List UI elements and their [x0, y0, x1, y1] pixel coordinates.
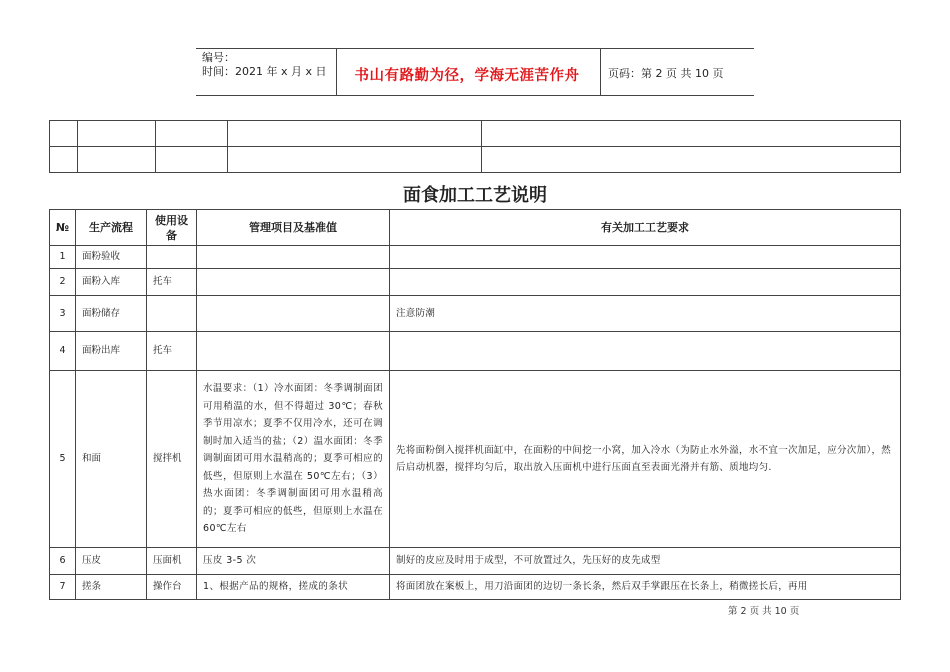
number-label: 编号：	[202, 51, 235, 64]
header-page-label: 页码：第 2 页 共 10 页	[608, 67, 724, 80]
empty-cell	[228, 121, 482, 147]
standard-cell: 压皮 3-5 次	[197, 548, 390, 575]
process-cell: 面粉入库	[76, 269, 147, 296]
table-row	[50, 548, 901, 575]
time-label: 时间：2021 年 x 月 x 日	[202, 65, 327, 78]
process-cell: 压皮	[76, 548, 147, 575]
empty-cell	[156, 147, 228, 173]
standard-cell: 水温要求：（1）冷水面团：冬季调制面团可用稍温的水，但不得超过 30℃；春秋季节用凉水；夏季不仅用冷水，还可在调制时加入适当的盐；（2）温水面团：冬季调制面团可用水温稍高的；夏季可相应的低些，但原则上水温在 50℃左右；（3）热水面团：冬季调制面团可用水温稍高的；夏季可相应的低些，但原则上水温在 60℃左右	[197, 371, 390, 548]
document-header	[196, 48, 754, 96]
header-top-rule	[196, 48, 754, 49]
empty-table	[49, 120, 901, 173]
empty-cell	[50, 121, 78, 147]
requirement-cell	[390, 246, 901, 269]
table-row	[50, 332, 901, 371]
row-number: 6	[50, 548, 76, 575]
empty-cell	[50, 147, 78, 173]
row-number: 4	[50, 332, 76, 371]
standard-cell	[197, 332, 390, 371]
standard-cell	[197, 269, 390, 296]
requirement-cell: 注意防潮	[390, 296, 901, 332]
col-header-process: 生产流程	[76, 210, 147, 246]
col-header-equipment: 使用设备	[147, 210, 197, 246]
page-footer: 第 2 页 共 10 页	[728, 606, 800, 617]
empty-cell	[156, 121, 228, 147]
requirement-cell	[390, 269, 901, 296]
header-divider	[600, 48, 601, 96]
process-cell: 搓条	[76, 575, 147, 600]
standard-cell	[197, 246, 390, 269]
process-cell: 和面	[76, 371, 147, 548]
requirement-cell	[390, 332, 901, 371]
table-row	[50, 575, 901, 600]
col-header-standard: 管理项目及基准值	[197, 210, 390, 246]
empty-cell	[78, 121, 156, 147]
requirement-cell: 将面团放在案板上，用刀沿面团的边切一条长条，然后双手掌跟压在长条上，稍微搓长后，再用	[390, 575, 901, 600]
equipment-cell	[147, 296, 197, 332]
empty-cell	[78, 147, 156, 173]
equipment-cell: 压面机	[147, 548, 197, 575]
empty-cell	[228, 147, 482, 173]
header-bottom-rule	[196, 95, 754, 96]
process-table	[49, 209, 901, 600]
header-meta	[202, 51, 327, 79]
table-row	[50, 371, 901, 548]
header-motto: 书山有路勤为径，学海无涯苦作舟	[354, 67, 580, 84]
equipment-cell: 托车	[147, 269, 197, 296]
row-number: 2	[50, 269, 76, 296]
requirement-cell: 制好的皮应及时用于成型，不可放置过久，先压好的皮先成型	[390, 548, 901, 575]
requirement-cell: 先将面粉倒入搅拌机面缸中，在面粉的中间挖一小窝，加入冷水（为防止水外溢，水不宜一次加足，应分次加），然后启动机器，搅拌均匀后，取出放入压面机中进行压面直至表面光滑并有筋、质地均匀.	[390, 371, 901, 548]
standard-cell	[197, 296, 390, 332]
row-number: 7	[50, 575, 76, 600]
col-header-no: №	[50, 210, 76, 246]
table-row	[50, 296, 901, 332]
table-header-row	[50, 210, 901, 246]
table-row	[50, 269, 901, 296]
standard-cell: 1、根据产品的规格，搓成的条状	[197, 575, 390, 600]
page-title: 面食加工工艺说明	[403, 185, 547, 206]
process-cell: 面粉储存	[76, 296, 147, 332]
process-cell: 面粉验收	[76, 246, 147, 269]
empty-cell	[482, 147, 901, 173]
row-number: 1	[50, 246, 76, 269]
equipment-cell: 操作台	[147, 575, 197, 600]
table-row	[50, 246, 901, 269]
row-number: 3	[50, 296, 76, 332]
col-header-requirements: 有关加工工艺要求	[390, 210, 901, 246]
empty-cell	[482, 121, 901, 147]
process-cell: 面粉出库	[76, 332, 147, 371]
equipment-cell	[147, 246, 197, 269]
row-number: 5	[50, 371, 76, 548]
equipment-cell: 托车	[147, 332, 197, 371]
equipment-cell: 搅拌机	[147, 371, 197, 548]
